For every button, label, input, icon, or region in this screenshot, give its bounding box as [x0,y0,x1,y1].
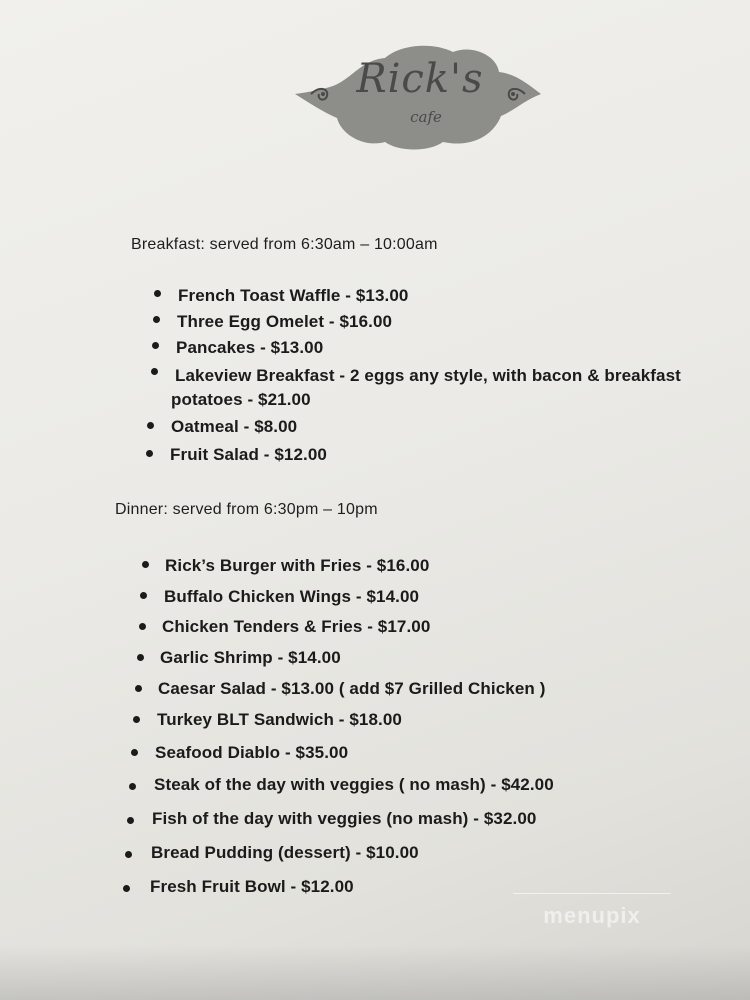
ricks-cafe-logo [293,38,543,153]
bullet-icon [142,561,149,568]
bullet-icon [127,817,134,824]
menupix-watermark: menupix [513,893,671,934]
dinner-item: Turkey BLT Sandwich - $18.00 [157,710,402,729]
bullet-icon [125,851,132,858]
dinner-item: Fish of the day with veggies (no mash) - $32.00 [152,809,537,828]
bullet-icon [129,783,136,790]
bullet-icon [140,592,147,599]
breakfast-item: Pancakes - $13.00 [176,338,324,357]
breakfast-item: Lakeview Breakfast - 2 eggs any style, with bacon & breakfast [175,366,681,385]
dinner-item: Caesar Salad - $13.00 ( add $7 Grilled Chicken ) [158,679,546,698]
dinner-item: Rick’s Burger with Fries - $16.00 [165,556,430,575]
dinner-item: Buffalo Chicken Wings - $14.00 [164,587,420,606]
bullet-icon [146,450,153,457]
dinner-item: Chicken Tenders & Fries - $17.00 [162,617,431,636]
bullet-icon [152,342,159,349]
breakfast-item: Oatmeal - $8.00 [171,417,298,436]
bullet-icon [153,316,160,323]
dinner-item: Garlic Shrimp - $14.00 [160,648,341,667]
bullet-icon [139,623,146,630]
breakfast-heading: Breakfast: served from 6:30am – 10:00am [131,236,438,253]
dinner-item: Seafood Diablo - $35.00 [155,743,349,762]
logo-name: Rick's [356,56,484,102]
page-shadow [0,945,750,1000]
breakfast-item-continued: potatoes - $21.00 [171,390,311,409]
dinner-heading: Dinner: served from 6:30pm – 10pm [115,501,378,518]
dinner-item: Fresh Fruit Bowl - $12.00 [150,877,354,896]
bullet-icon [135,685,142,692]
dinner-item: Bread Pudding (dessert) - $10.00 [151,843,419,862]
bullet-icon [154,290,161,297]
breakfast-item: Fruit Salad - $12.00 [170,445,327,464]
breakfast-item: French Toast Waffle - $13.00 [178,286,409,305]
bullet-icon [151,368,158,375]
bullet-icon [123,885,130,892]
bullet-icon [147,422,154,429]
dinner-item: Steak of the day with veggies ( no mash) - $42.00 [154,775,554,794]
breakfast-item: Three Egg Omelet - $16.00 [177,312,393,331]
bullet-icon [137,654,144,661]
bullet-icon [131,749,138,756]
bullet-icon [133,716,140,723]
logo-subtitle: cafe [410,108,442,126]
